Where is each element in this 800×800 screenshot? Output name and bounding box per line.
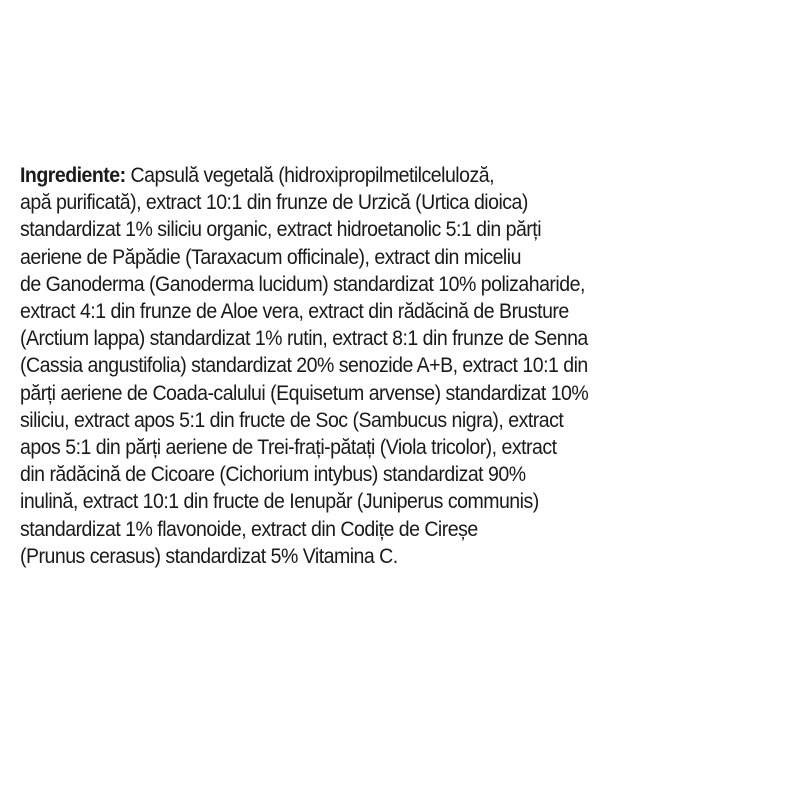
ingredients-text-block [20,162,736,570]
ingredients-heading: Ingrediente: [20,164,126,187]
ingredients-line-1 [20,162,736,189]
ingredients-line: apă purificată), extract 10:1 din frunze de Urzică (Urtica dioica) [20,191,528,215]
ingredients-line: părți aeriene de Coada-calului (Equisetum arvense) standardizat 10% [20,381,589,405]
ingredients-line: siliciu, extract apos 5:1 din fructe de Soc (Sambucus nigra), extract [20,408,564,432]
ingredients-line: apos 5:1 din părți aeriene de Trei-frați-pătați (Viola tricolor), extract [20,436,557,460]
ingredients-line: (Prunus cerasus) standardizat 5% Vitamina C. [20,544,398,568]
ingredients-line: (Cassia angustifolia) standardizat 20% senozide A+B, extract 10:1 din [20,354,588,378]
ingredients-line: aeriene de Păpădie (Taraxacum officinale), extract din miceliu [20,245,521,269]
ingredients-line: din rădăcină de Cicoare (Cichorium intybus) standardizat 90% [20,463,526,487]
ingredients-line: de Ganoderma (Ganoderma lucidum) standardizat 10% polizaharide, [20,272,585,296]
ingredients-line-1-text: Capsulă vegetală (hidroxipropilmetilceluloză, [125,164,494,187]
ingredients-line: standardizat 1% siliciu organic, extract hidroetanolic 5:1 din părți [20,218,542,242]
ingredients-line: standardizat 1% flavonoide, extract din Codițe de Cireșe [20,517,478,541]
ingredients-line: extract 4:1 din frunze de Aloe vera, extract din rădăcină de Brusture [20,300,569,324]
ingredients-line: (Arctium lappa) standardizat 1% rutin, extract 8:1 din frunze de Senna [20,327,588,351]
ingredients-line: inulină, extract 10:1 din fructe de Ienupăr (Juniperus communis) [20,490,539,514]
